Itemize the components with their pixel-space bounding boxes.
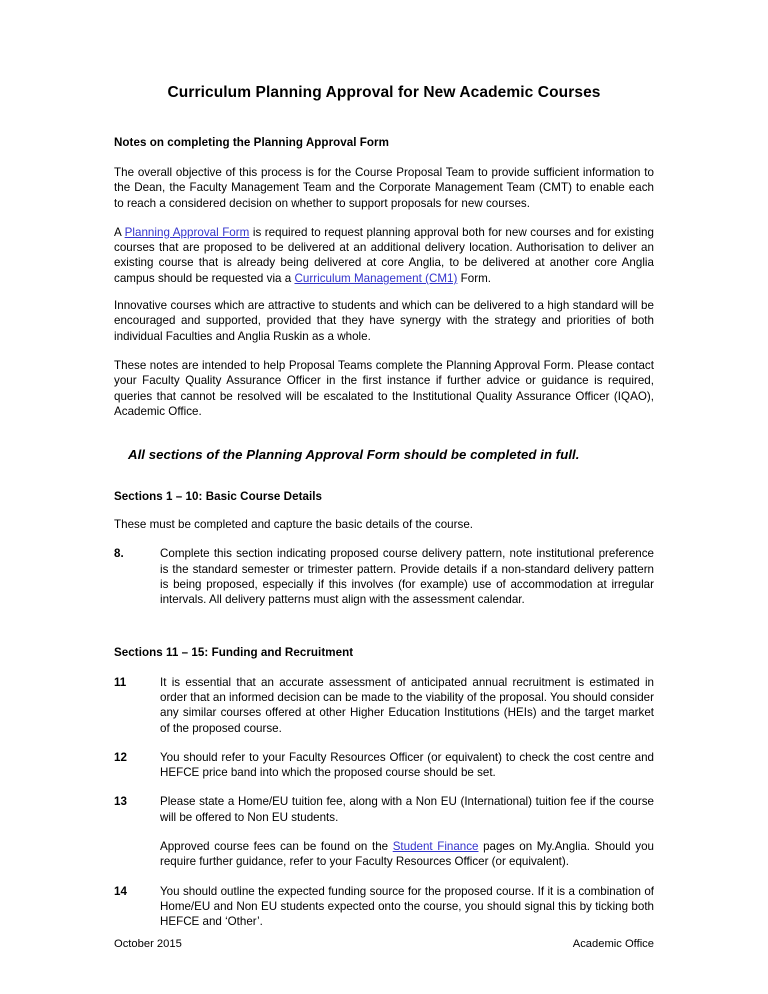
footer-date: October 2015 — [114, 938, 182, 950]
item-number-12: 12 — [114, 750, 127, 764]
item-text-14: You should outline the expected funding source for the proposed course. If it is a combination of Home/EU and Non EU students expected onto the course, you should signal this by ticking both HEFCE and ‘Other’. — [160, 884, 654, 929]
curriculum-management-cm1-link[interactable]: Curriculum Management (CM1) — [294, 271, 458, 285]
planning-form-end-text: Form. — [457, 271, 492, 285]
planning-approval-form-link[interactable]: Planning Approval Form — [124, 225, 250, 239]
notes-heading: Notes on completing the Planning Approval Form — [114, 136, 389, 149]
page-title: Curriculum Planning Approval for New Academic Courses — [167, 84, 601, 101]
planning-form-mid-text: is required to request planning approval both for new courses and for existing courses that are proposed to be delivered at an additional delivery location. Authorisation to deliver an existing course that is already being delivered at core Anglia, to be delivered at another core Anglia campus should be requested via a — [114, 225, 654, 285]
paragraph-planning-form — [114, 225, 654, 286]
paragraph-approved-course-fees — [114, 839, 654, 870]
planning-form-intro-text: A — [114, 225, 125, 239]
item-number-14: 14 — [114, 884, 127, 898]
paragraph-overview: The overall objective of this process is for the Course Proposal Team to provide sufficient information to the Dean, the Faculty Management Team and the Corporate Management Team (CMT) to enable each to reach a considered decision on whether to support proposals for new courses. — [114, 166, 654, 210]
section-heading-basic-course-details: Sections 1 – 10: Basic Course Details — [114, 490, 323, 504]
item-number-8: 8. — [114, 547, 124, 561]
document-content — [114, 0, 654, 930]
numbered-item-8 — [114, 546, 654, 607]
item-text-12: You should refer to your Faculty Resources Officer (or equivalent) to check the cost centre and HEFCE price band into which the proposed course should be set. — [160, 750, 654, 780]
item-text-11: It is essential that an accurate assessment of anticipated annual recruitment is estimated in order that an informed decision can be made to the viability of the proposal. You should consider any similar courses offered at other Higher Education Institutions (HEIs) and the target market of the proposed course. — [160, 675, 654, 735]
section-heading-funding-and-recruitment: Sections 11 – 15: Funding and Recruitment — [114, 645, 354, 659]
numbered-item-14 — [114, 884, 654, 930]
numbered-item-11 — [114, 675, 654, 736]
paragraph-notes-purpose: These notes are intended to help Proposal Teams complete the Planning Approval Form. Please contact your Faculty Quality Assurance Officer in the first instance if further advice or guidance is required, queries that cannot be resolved will be escalated to the Institutional Quality Assurance Officer (IQAO), Academic Office. — [114, 358, 654, 418]
paragraph-innovative-courses: Innovative courses which are attractive to students and which can be delivered to a high standard will be encouraged and supported, provided that they have synergy with the strategy and priorities of both individual Faculties and Anglia Ruskin as a whole. — [114, 299, 654, 343]
numbered-item-12 — [114, 750, 654, 781]
item-number-13: 13 — [114, 795, 127, 809]
item-text-13: Please state a Home/EU tuition fee, along with a Non EU (International) tuition fee if the course will be offered to Non EU students. — [160, 795, 654, 824]
numbered-item-13 — [114, 794, 654, 825]
item-text-8: Complete this section indicating proposed course delivery pattern, note institutional preference is the standard semester or trimester pattern. Provide details if a non-standard delivery pattern is being proposed, especially if this involves (for example) use of accommodation at irregular intervals. All delivery patterns must align with the assessment calendar. — [160, 547, 654, 607]
footer-office: Academic Office — [572, 938, 654, 950]
student-finance-link[interactable]: Student Finance — [392, 840, 479, 854]
item-number-11: 11 — [114, 675, 127, 689]
page-footer — [114, 938, 654, 950]
fees-note-before-link: Approved course fees can be found on the — [160, 840, 393, 854]
fees-note-after-link: pages on My.Anglia. Should you require further guidance, refer to your Faculty Resources Officer (or equivalent). — [160, 840, 654, 869]
emphasis-all-sections: All sections of the Planning Approval Form should be completed in full. — [128, 447, 580, 463]
section-intro-basic-course-details: These must be completed and capture the basic details of the course. — [114, 518, 474, 532]
